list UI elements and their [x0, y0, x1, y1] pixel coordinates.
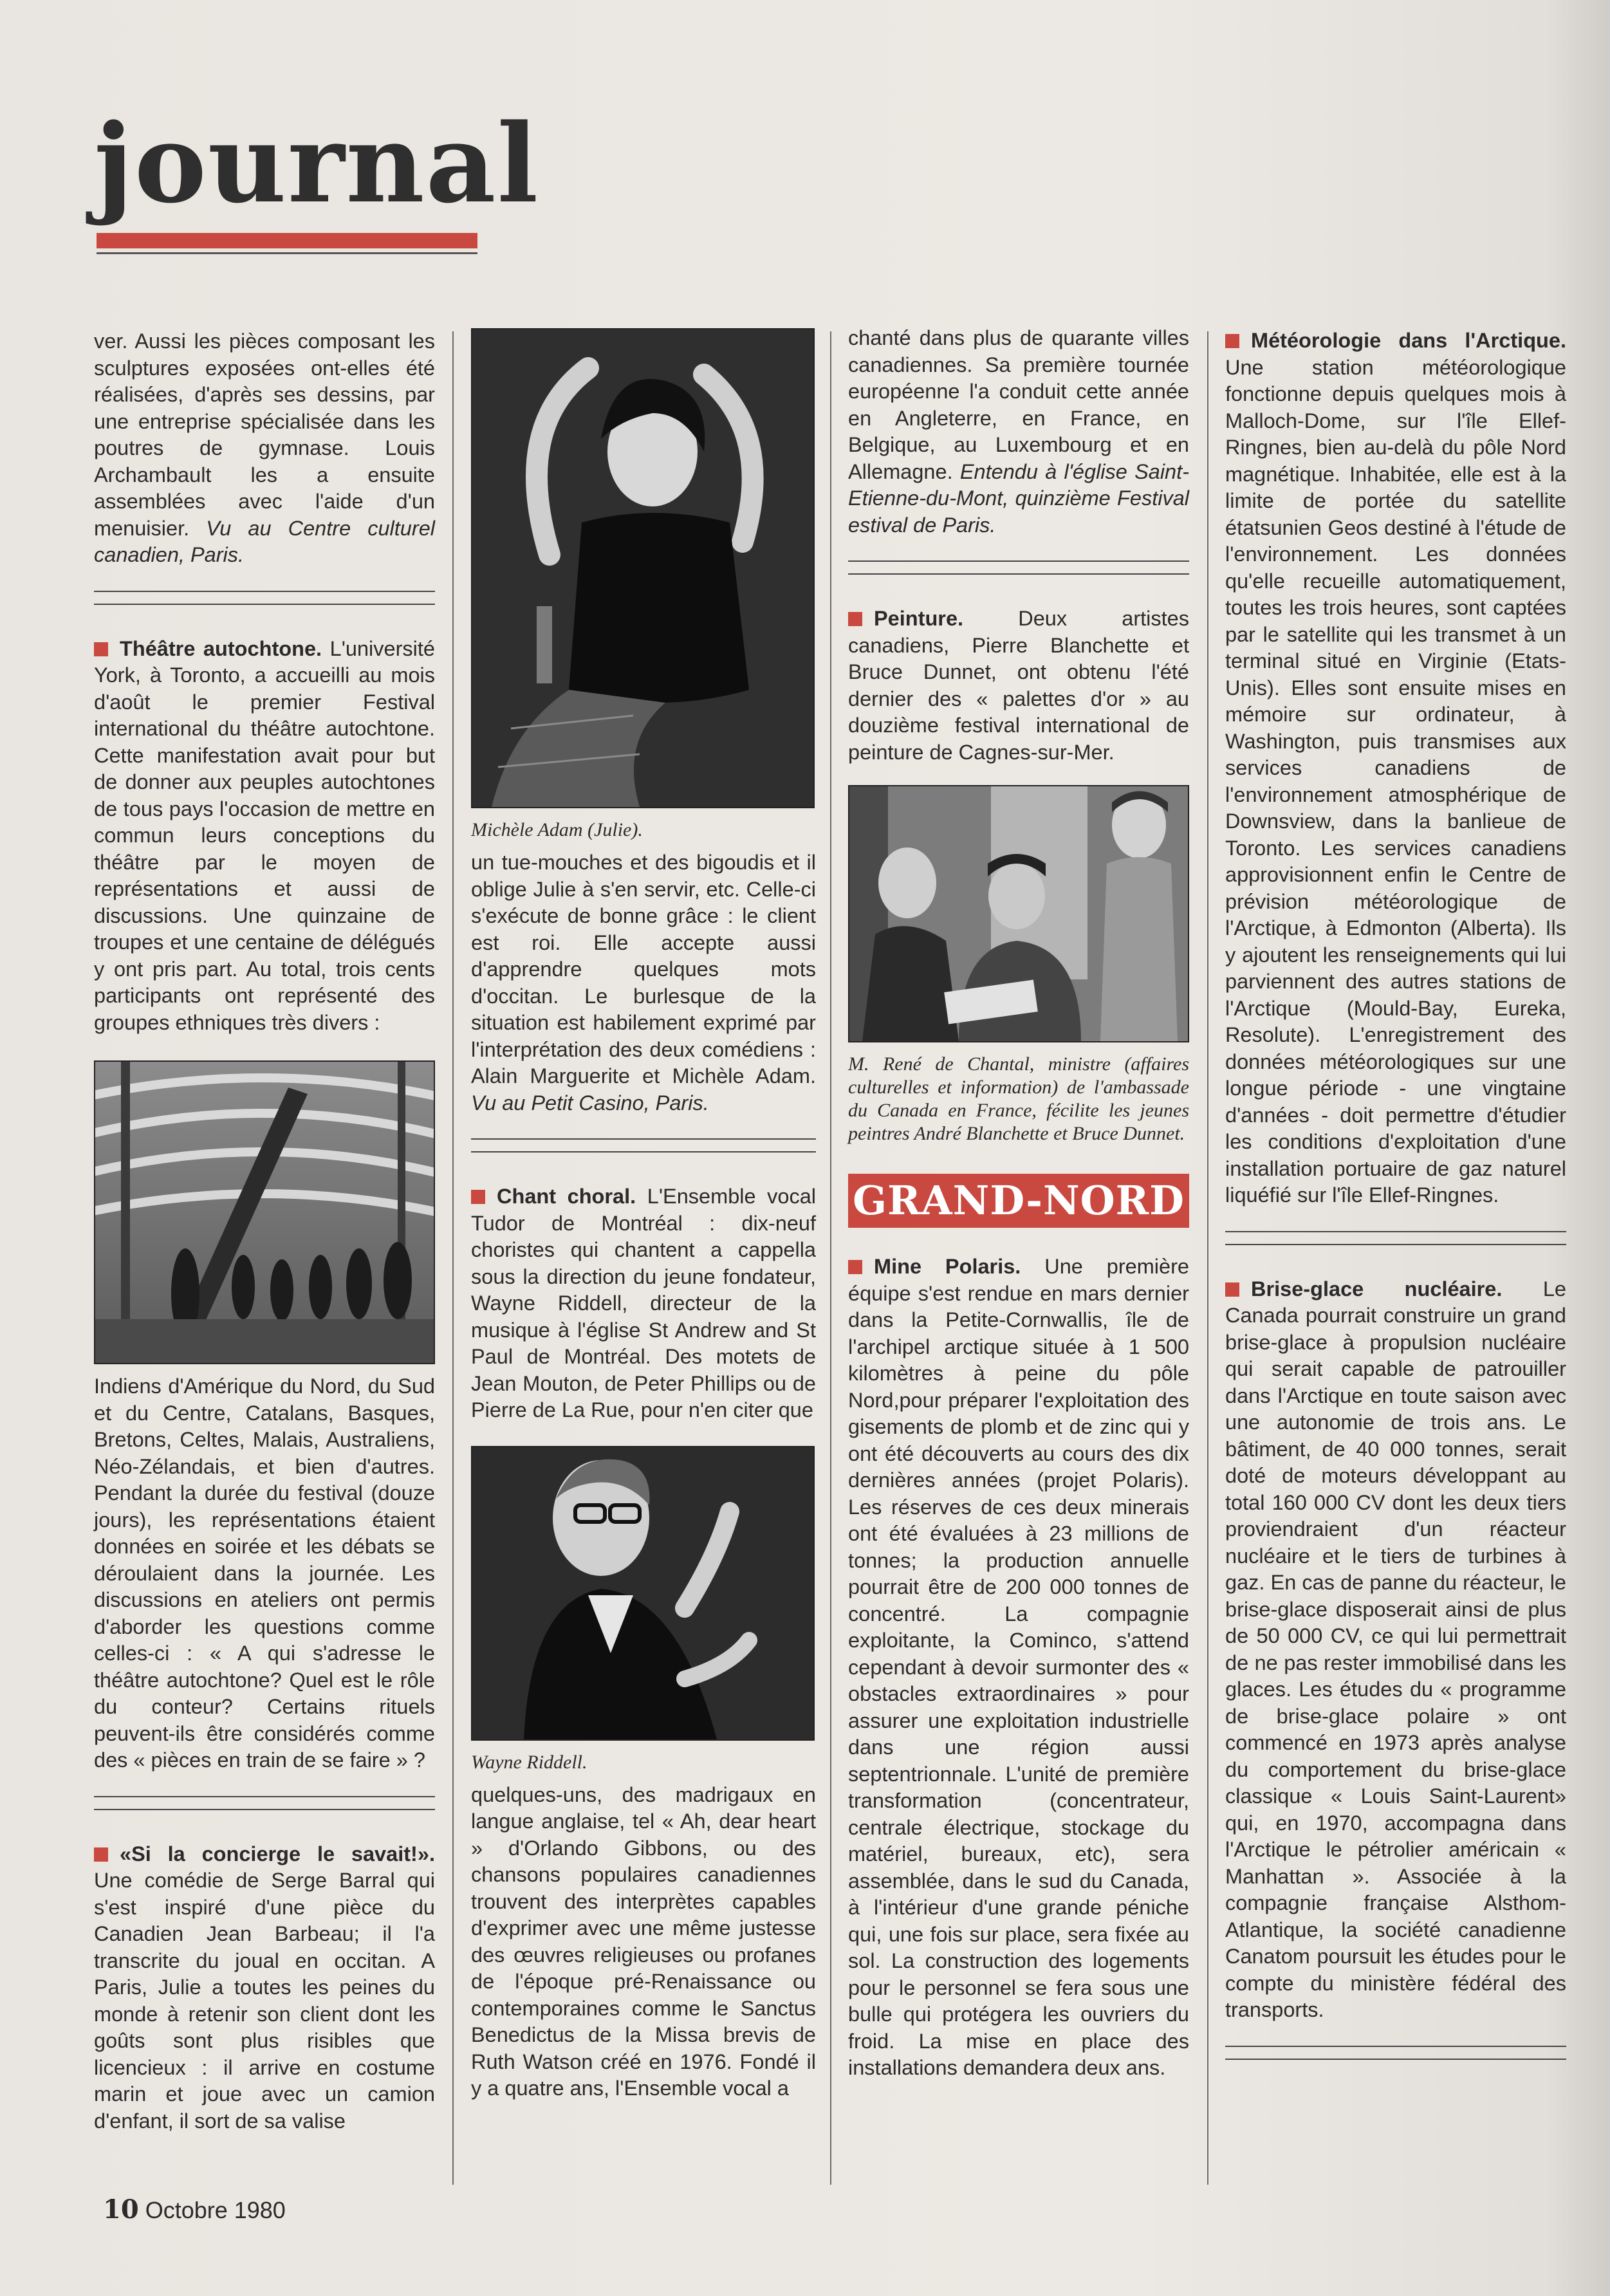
conductor-image [472, 1447, 813, 1739]
article-polaris: Mine Polaris. Une première équipe s'est rendue en mars dernier dans la Petite-Cornwallis, île de l'archipel arctique située à 1 500 kilomètres à peine du pôle Nord,pour préparer l'exploitation des gisements de plomb et de zinc qui y ont été découverts au cours des dix dernières années (projet Polaris). Les réserves de ces deux minerais ont été évaluées à 23 millions de tonnes; la production annuelle pourrait être de 200 000 tonnes de concentré. La compagnie exploitante, la Cominco, s'attend cependant à devoir surmonter des « obstacles extraordinaires » pour assurer une exploitation industrielle dans une région aussi septentrionnale. L'unité de première transformation (concentrateur, centrale électrique, stockage du matériel, bureaux, etc), sera assemblée, dans le sud du Canada, à l'intérieur d'une grande péniche qui, une fois sur place, sera fixée au sol. La construction des logements pour le personnel se fera sous une bulle qui protégera les ouvriers du froid. La mise en place des installations demandera deux ans. [848, 1255, 1189, 2079]
article-chant-choral-continued: quelques-uns, des madrigaux en langue anglaise, tel « Ah, dear heart » d'Orlando Gibbons, ou des chansons populaires canadiennes trouvent des interprètes capables d'exprimer avec une même justesse des œuvres religieuses ou profanes de l'époque pré-Renaissance ou contemporaines comme le Sanctus Benedictus de la Missa brevis de Ruth Watson créé en 1976. Fondé il y a quatre ans, l'Ensemble vocal a [471, 1782, 816, 2100]
masthead-rule [97, 252, 477, 254]
red-square-bullet [94, 1847, 108, 1862]
red-square-bullet [848, 1260, 862, 1274]
photo-painters [848, 785, 1189, 1042]
issue-date: Octobre 1980 [145, 2197, 286, 2223]
column-3 [848, 325, 1189, 2082]
article-separator [94, 591, 435, 605]
article-heading: Théâtre autochtone. [120, 636, 322, 660]
article-separator [471, 1138, 816, 1153]
article-concierge-continued: un tue-mouches et des bigoudis et il oblige Julie à s'en servir, etc. Celle-ci s'exécute de bonne grâce : le client est roi. Elle accepte aussi d'apprendre quelques mots d'occitan. Le burlesque de la situation est habilement exprimé par l'interprétation des deux comédiens : Alain Marguerite et Michèle Adam. Vu au Petit Casino, Paris. [471, 851, 816, 1115]
article-heading: Météorologie dans l'Arctique. [1251, 329, 1566, 352]
caption-michele-adam: Michèle Adam (Julie). [471, 819, 643, 840]
column-rule-1 [452, 331, 454, 2185]
article-heading: Brise-glace nucléaire. [1251, 1277, 1503, 1301]
article-brise-glace: Brise-glace nucléaire. Le Canada pourrait construire un grand brise-glace à propulsion nucléaire qui serait capable de patrouiller dans l'Arctique en toute saison avec une autonomie de trois ans. Le bâtiment, de 40 000 tonnes, serait doté de moteurs développant au total 160 000 CV dont les deux tiers proviendraient d'un réacteur nucléaire et le tiers de turbines à gaz. En cas de panne du réacteur, le brise-glace disposerait ainsi de plus de 50 000 CV, ce qui lui permettrait de ne pas rester immobilisé dans les glaces. Les études du « programme de brise-glace polaire » ont commencé en 1973 après analyse du comportement du brise-glace classique « Louis Saint-Laurent» qui, en 1970, accompagna dans l'Arctique le pétrolier américain « Manhattan ». Associée à la compagnie française Alsthom-Atlantique, la société canadienne Canatom poursuit les études pour le compte du ministère fédéral des transports. [1225, 1277, 1566, 2021]
caption-painters: M. René de Chantal, ministre (affaires culturelles et information) de l'ambassade du Canada en France, fécilite les jeunes peintres André Blanchette et Bruce Dunnet. [848, 1053, 1189, 1144]
article-separator [94, 1796, 435, 1810]
photo-native-festival [94, 1060, 435, 1364]
page-number: 10 [103, 2194, 139, 2225]
red-square-bullet [1225, 334, 1239, 348]
tent-dancers-image [95, 1062, 434, 1363]
article-heading: Chant choral. [497, 1185, 636, 1208]
three-men-image [849, 786, 1188, 1041]
article-chant-choral: Chant choral. L'Ensemble vocal Tudor de Montréal : dix-neuf choristes qui chantent a cappella sous la direction du jeune fondateur, Wayne Riddell, directeur de la musique à l'église St Andrew and St Paul de Montréal. Des motets de Jean Mouton, de Peter Phillips ou de Pierre de La Rue, pour n'en citer que [471, 1185, 816, 1421]
article-heading: Mine Polaris. [874, 1255, 1021, 1278]
article-theatre-continued: Indiens d'Amérique du Nord, du Sud et du Centre, Catalans, Basques, Bretons, Celtes, Malais, Australiens, Néo-Zélandais, et bien d'autres. Pendant la durée du festival (douze jours), les représentations étaient données en soirée et les débats se déroulaient dans la journée. Les discussions en ateliers ont permis d'aborder les questions comme celles-ci : « A qui s'adresse le théâtre autochtone? Quel est le rôle du conteur? Certains rituels peuvent-ils être considérés comme des « pièces en train de se faire » ? [94, 1375, 435, 1772]
section-banner-grand-nord: GRAND-NORD [848, 1174, 1189, 1228]
column-2 [471, 328, 816, 2102]
article-concierge: «Si la concierge le savait!». Une comédie de Serge Barral qui s'est inspiré d'une pièce du Canadien Jean Barbeau; il l'a transcrite du joual en occitan. A Paris, Julie a toutes les peines du monde à retenir son client dont les goûts sont plus risibles que licencieux : il arrive en costume marin et joue avec un camion d'enfant, il sort de sa valise [94, 1842, 435, 2133]
article-separator [1225, 2046, 1566, 2060]
actress-image [472, 329, 813, 807]
article-theatre: Théâtre autochtone. L'université York, à Toronto, a accueilli au mois d'août le premier Festival international du théâtre autochtone. Cette manifestation avait pour but de donner aux peuples autochtones de tous pays l'occasion de mettre en commun leurs conceptions du théâtre par le moyen de représentations et aussi de discussions. Une quinzaine de troupes et une centaine de délégués y ont pris part. Au total, trois cents participants ont représenté des groupes ethniques très divers : [94, 636, 435, 1034]
column-rule-3 [1207, 331, 1208, 2185]
article-peinture: Peinture. Deux artistes canadiens, Pierre Blanchette et Bruce Dunnet, ont obtenu l'été dernier des « palettes d'or » au douzième festival international de peinture de Cagnes-sur-Mer. [848, 607, 1189, 764]
article-separator [848, 560, 1189, 575]
column-4 [1225, 325, 1566, 2091]
article-sculpture-end: ver. Aussi les pièces composant les sculptures exposées ont-elles été réalisées, d'après ses dessins, par une entreprise spécialisée dans les poutres de gymnase. Louis Archambault les a ensuite assemblées avec l'aide d'un menuisier. Vu au Centre culturel canadien, Paris. [94, 329, 435, 566]
column-rule-2 [830, 331, 831, 2185]
masthead-title: journal [94, 100, 540, 227]
red-square-bullet [1225, 1282, 1239, 1297]
photo-wayne-riddell [471, 1446, 815, 1741]
article-heading: «Si la concierge le savait!». [120, 1842, 435, 1866]
article-heading: Peinture. [874, 607, 964, 630]
masthead-red-bar [97, 233, 477, 248]
red-square-bullet [94, 642, 108, 656]
article-chant-choral-end: chanté dans plus de quarante villes canadiennes. Sa première tournée européenne l'a conduit cette année en Angleterre, en France, en Belgique, au Luxembourg et en Allemagne. Entendu à l'église Saint-Etienne-du-Mont, quinzième Festival estival de Paris. [848, 326, 1189, 537]
photo-michele-adam [471, 328, 815, 808]
column-1 [94, 328, 435, 2134]
red-square-bullet [471, 1190, 485, 1204]
caption-wayne-riddell: Wayne Riddell. [471, 1751, 588, 1773]
article-meteorologie: Météorologie dans l'Arctique. Une station météorologique fonctionne depuis quelques mois à Malloch-Dome, sur l'île Ellef-Ringnes, bien au-delà du pôle Nord magnétique. Inhabitée, elle est à la limite de portée du satellite étatsunien Geos destiné à l'étude de l'environnement. Les données qu'elle recueille automatiquement, toutes les trois heures, sont captées par le satellite qui les transmet à un terminal situé en Virginie (Etats-Unis). Elles sont ensuite mises en mémoire sur ordinateur, à Washington, puis transmises aux services canadiens de l'environnement atmosphérique de Downsview, dans la banlieue de Toronto. Les services canadiens approvisionnent enfin le Centre de prévision météorologique de l'Arctique, à Edmonton (Alberta). Ils y ajoutent les renseignements qui lui parviennent des autres stations de l'Arctique (Mould-Bay, Eureka, Resolute). L'enregistrement des données météorologiques sur une longue période - une vingtaine d'années - doit permettre d'étudier les conditions d'exploitation d'une installation portuaire de gaz naturel liquéfié sur l'île Ellef-Ringnes. [1225, 329, 1566, 1207]
red-square-bullet [848, 612, 862, 626]
article-separator [1225, 1231, 1566, 1245]
page-folio [103, 2194, 286, 2225]
